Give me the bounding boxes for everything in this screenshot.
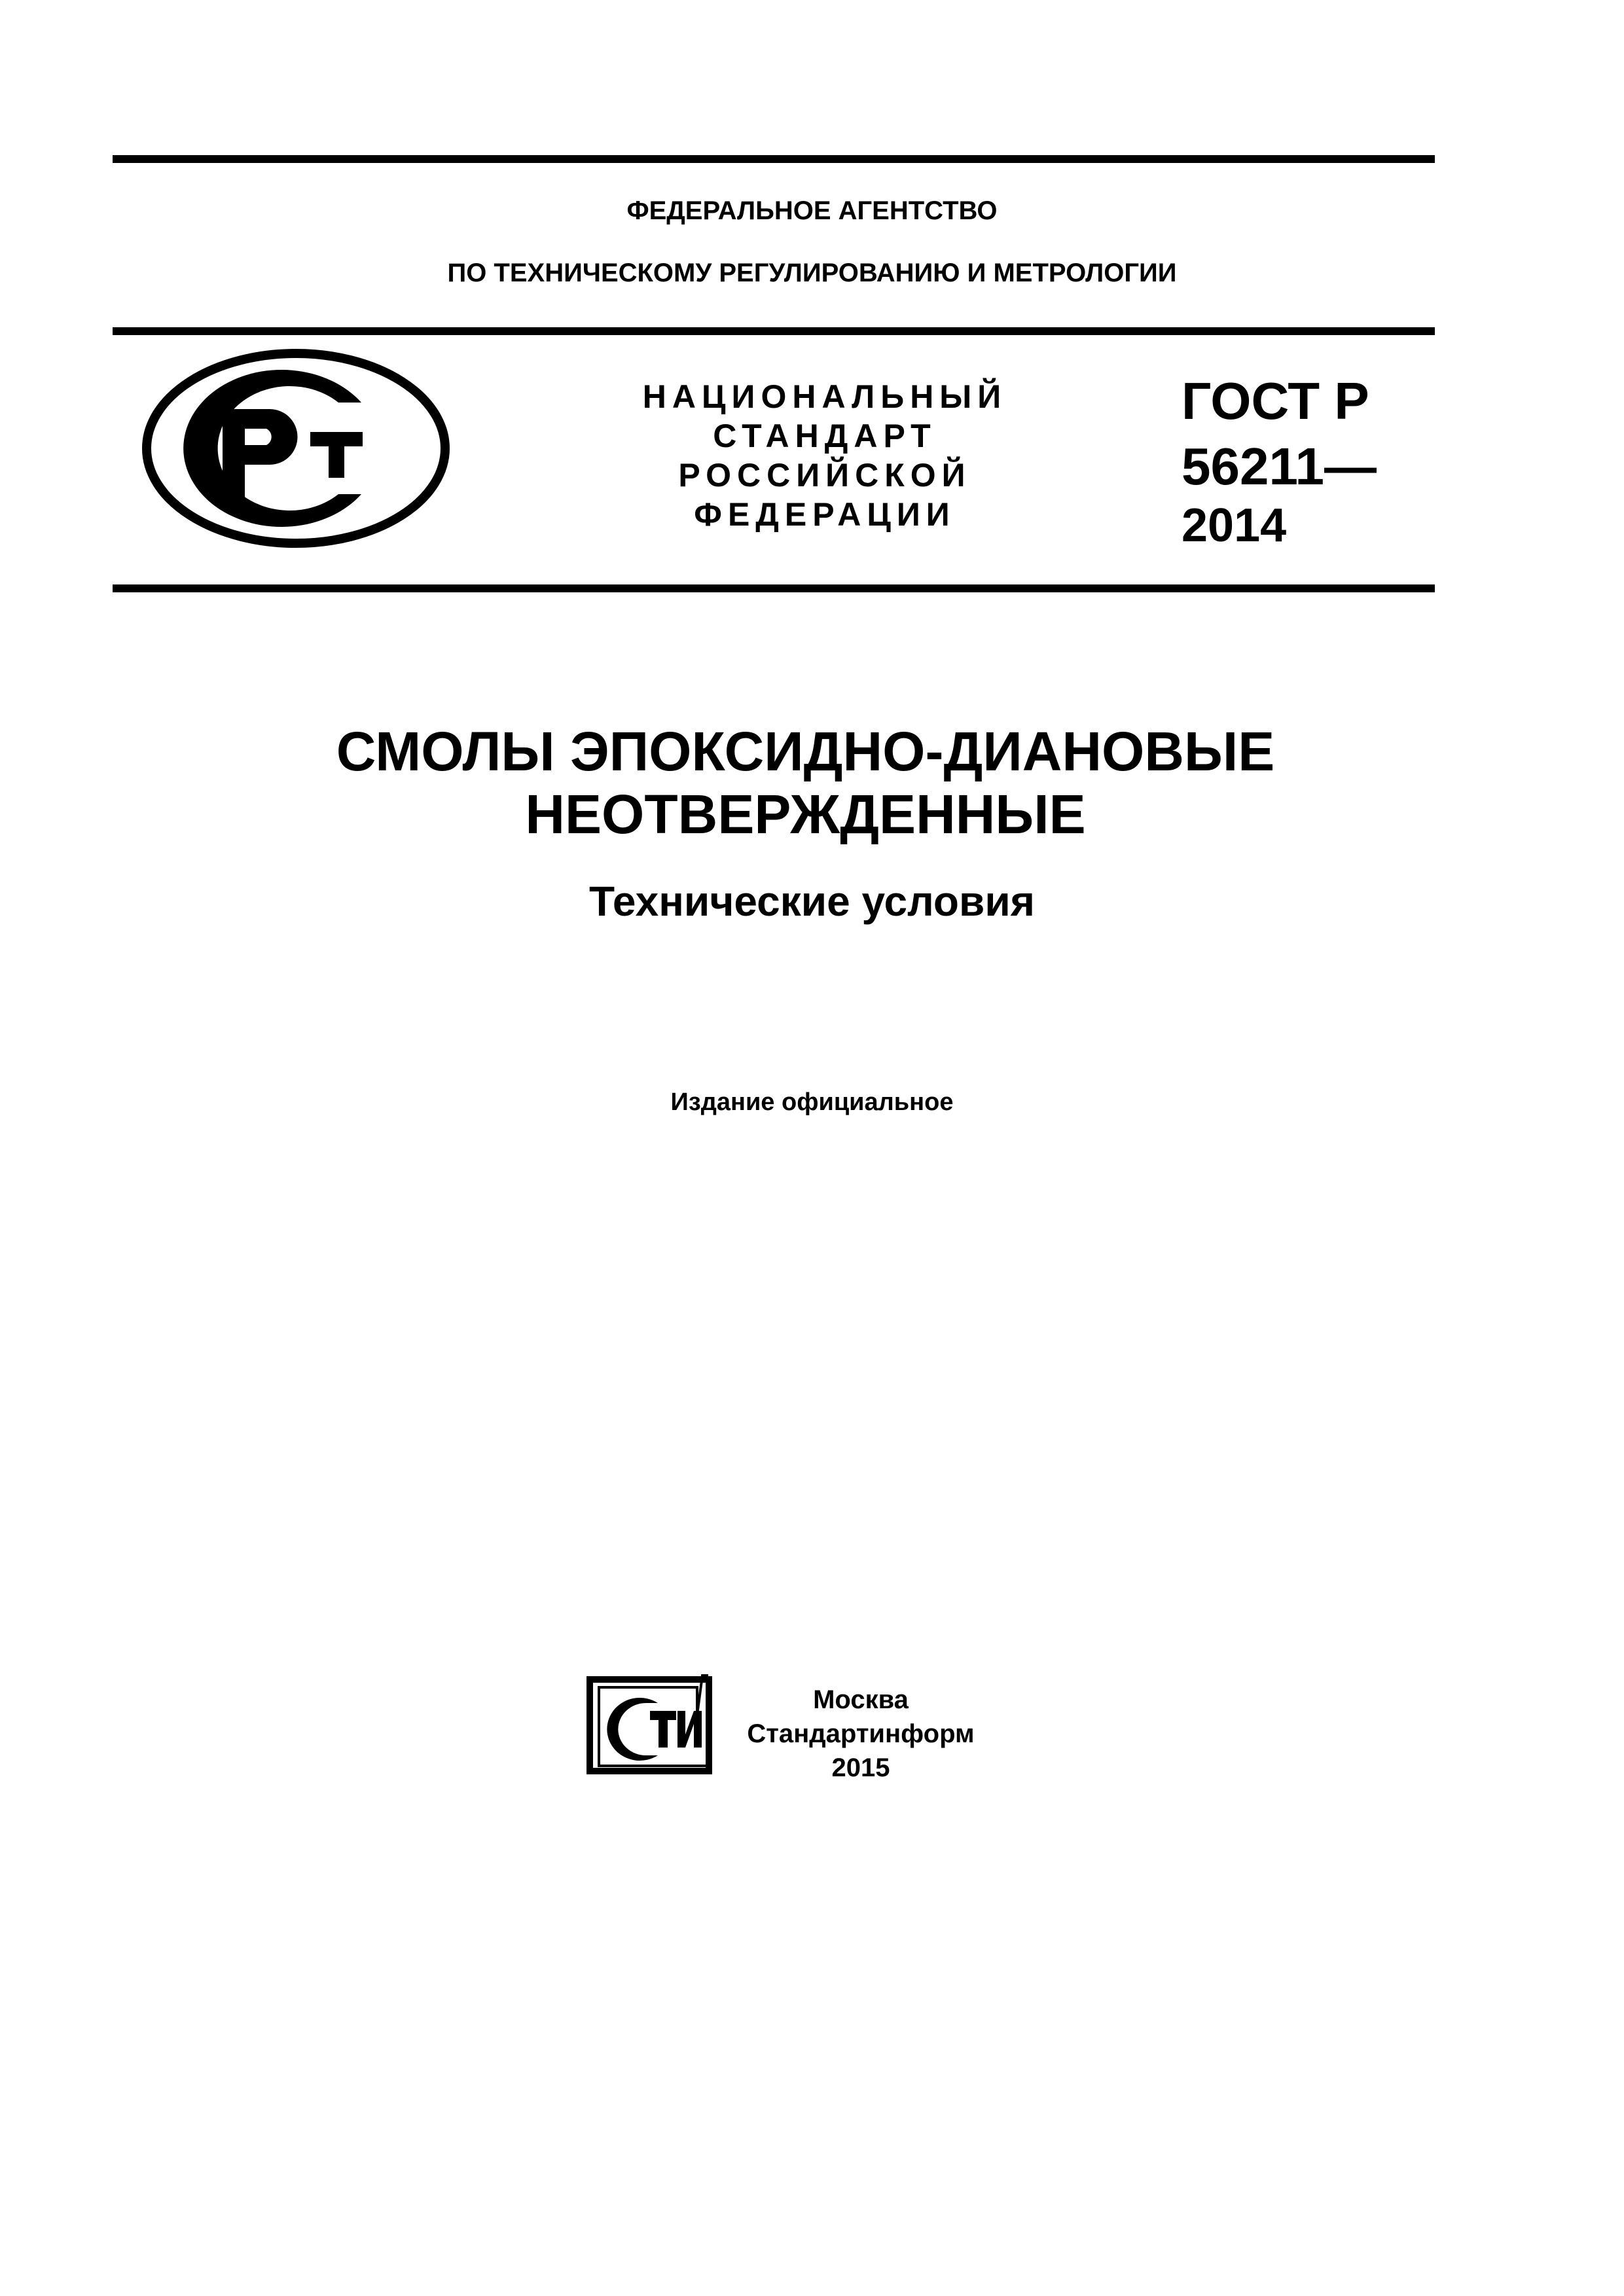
standartinform-logo-icon bbox=[586, 1669, 713, 1777]
publisher-name: Стандартинформ bbox=[747, 1719, 975, 1748]
top-rule bbox=[113, 155, 1435, 163]
document-title-line-2: НЕОТВЕРЖДЕННЫЕ bbox=[525, 783, 1086, 845]
rst-logo-icon bbox=[139, 347, 453, 550]
national-standard-line-2: СТАНДАРТ bbox=[713, 418, 937, 454]
standard-block-bottom-rule bbox=[113, 584, 1435, 592]
agency-line-1: ФЕДЕРАЛЬНОЕ АГЕНТСТВО bbox=[626, 196, 998, 225]
gost-designation-line-3: 2014 bbox=[1182, 499, 1287, 552]
standard-block-top-rule bbox=[113, 327, 1435, 335]
publisher-city: Москва bbox=[813, 1685, 909, 1714]
gost-designation-line-1: ГОСТ Р bbox=[1182, 372, 1369, 430]
agency-line-2: ПО ТЕХНИЧЕСКОМУ РЕГУЛИРОВАНИЮ И МЕТРОЛОГИИ bbox=[447, 259, 1177, 287]
publisher-year: 2015 bbox=[831, 1753, 890, 1782]
national-standard-line-3: РОССИЙСКОЙ bbox=[678, 457, 971, 493]
document-title-line-1: СМОЛЫ ЭПОКСИДНО-ДИАНОВЫЕ bbox=[336, 721, 1275, 782]
gost-designation-line-2: 56211— bbox=[1182, 437, 1377, 495]
national-standard-line-4: ФЕДЕРАЦИИ bbox=[694, 496, 956, 533]
edition-note: Издание официальное bbox=[670, 1088, 954, 1116]
national-standard-line-1: НАЦИОНАЛЬНЫЙ bbox=[642, 378, 1007, 415]
document-subtitle: Технические условия bbox=[588, 878, 1036, 925]
